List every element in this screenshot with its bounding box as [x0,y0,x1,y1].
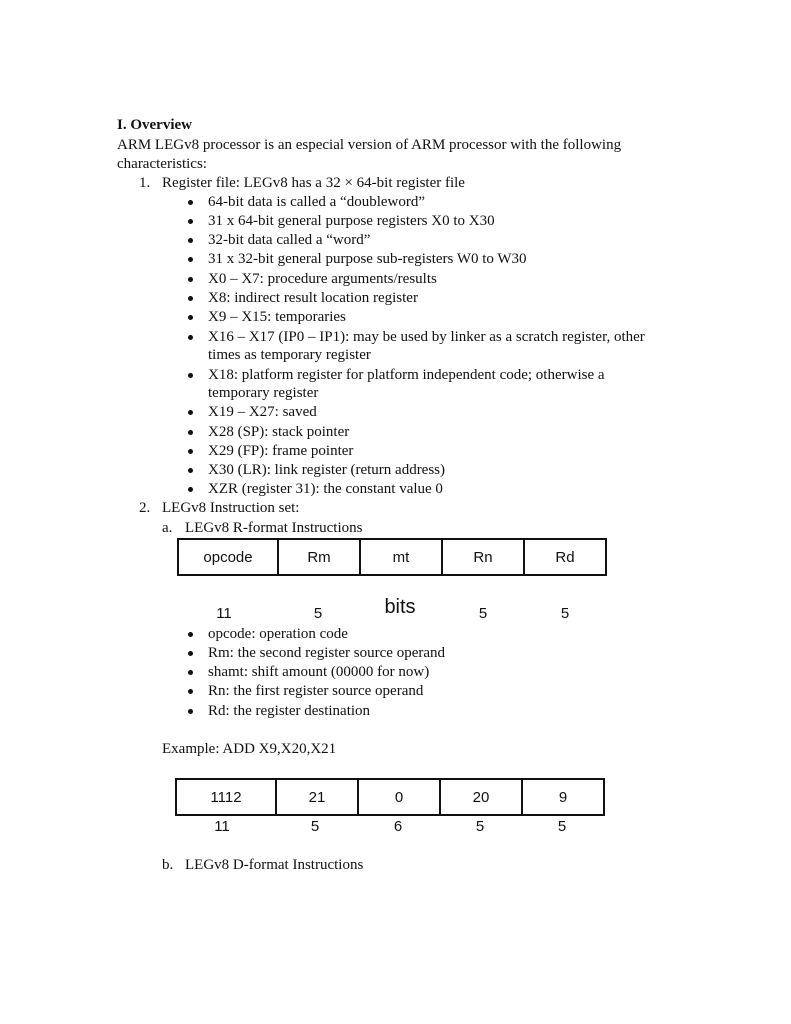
bit-width: 5 [475,818,485,835]
bit-width: 11 [216,605,232,622]
field-cell: mt [360,539,442,575]
field-cell: 1112 [176,779,276,815]
list-number-2: 2. [139,500,151,516]
section-1-title: Register file: LEGv8 has a 32 × 64-bit register file [162,175,465,191]
field-cell: 9 [522,779,604,815]
list-item: 64-bit data is called a “doubleword” [208,194,426,210]
list-item: X30 (LR): link register (return address) [208,462,446,478]
list-item: 31 x 32-bit general purpose sub-registers W0 to W30 [208,251,527,267]
list-item: XZR (register 31): the constant value 0 [208,481,443,497]
example-field-table [175,778,605,816]
list-item: X0 – X7: procedure arguments/results [208,271,437,287]
list-item: X8: indirect result location register [208,290,418,306]
section-heading: I. Overview [117,117,192,133]
intro-line-1: ARM LEGv8 processor is an especial version of ARM processor with the following [117,137,622,153]
bit-width: 5 [560,605,570,622]
table-row [178,539,606,575]
field-cell: 20 [440,779,522,815]
bit-width: 5 [478,605,488,622]
bit-width: 5 [313,605,323,622]
list-item: shamt: shift amount (00000 for now) [208,664,430,680]
list-item: Rm: the second register source operand [208,645,446,661]
field-cell: 0 [358,779,440,815]
bullet-dot [188,430,193,435]
bit-width: 11 [214,818,230,835]
field-cell: Rm [278,539,360,575]
example-label: Example: ADD X9,X20,X21 [162,741,337,757]
bullet-dot [188,200,193,205]
list-item: X16 – X17 (IP0 – IP1): may be used by linker as a scratch register, other [208,329,645,345]
bullet-dot [188,468,193,473]
bullet-dot [188,670,193,675]
bullet-dot [188,487,193,492]
bullet-dot [188,373,193,378]
field-cell: 21 [276,779,358,815]
list-item: Rd: the register destination [208,703,371,719]
bullet-dot [188,296,193,301]
table-row [176,779,604,815]
list-item: X29 (FP): frame pointer [208,443,354,459]
intro-line-2: characteristics: [117,156,207,172]
bit-width: 5 [310,818,320,835]
sub-letter-b: b. [162,857,174,873]
bits-label: bits [384,596,416,618]
bullet-dot [188,257,193,262]
list-item: X18: platform register for platform independent code; otherwise a [208,367,605,383]
bit-width: 5 [557,818,567,835]
bullet-dot [188,335,193,340]
list-item: 32-bit data called a “word” [208,232,371,248]
bullet-dot [188,238,193,243]
list-item: Rn: the first register source operand [208,683,424,699]
bullet-dot [188,449,193,454]
list-item: 31 x 64-bit general purpose registers X0 to X30 [208,213,495,229]
bullet-dot [188,709,193,714]
field-cell: opcode [178,539,278,575]
bullet-dot [188,277,193,282]
sub-letter-a: a. [162,520,173,536]
list-item-continuation: times as temporary register [208,347,371,363]
bullet-dot [188,651,193,656]
bullet-dot [188,410,193,415]
bullet-dot [188,219,193,224]
list-item: X19 – X27: saved [208,404,317,420]
bullet-dot [188,689,193,694]
section-2-title: LEGv8 Instruction set: [162,500,300,516]
bullet-dot [188,315,193,320]
r-format-title: LEGv8 R-format Instructions [185,520,363,536]
list-item: X28 (SP): stack pointer [208,424,350,440]
list-item-continuation: temporary register [208,385,319,401]
d-format-title: LEGv8 D-format Instructions [185,857,364,873]
field-cell: Rd [524,539,606,575]
bullet-dot [188,632,193,637]
list-item: X9 – X15: temporaries [208,309,346,325]
r-format-field-table [177,538,607,576]
bit-width: 6 [393,818,403,835]
list-item: opcode: operation code [208,626,348,642]
list-number-1: 1. [139,175,151,191]
field-cell: Rn [442,539,524,575]
